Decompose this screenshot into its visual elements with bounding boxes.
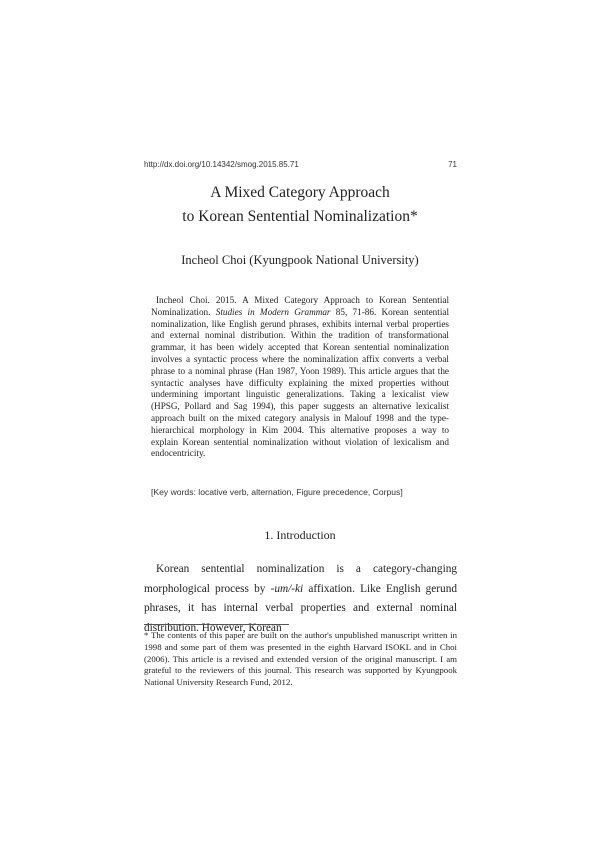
journal-name: Studies in Modern Grammar xyxy=(215,306,331,317)
footnote xyxy=(144,630,457,689)
abstract xyxy=(151,295,449,460)
title-line-1: A Mixed Category Approach xyxy=(210,184,390,201)
author-line: Incheol Choi (Kyungpook National University) xyxy=(181,253,419,267)
title-line-2: to Korean Sentential Nominalization* xyxy=(182,208,418,225)
footnote-text: * The contents of this paper are built on the author's unpublished manuscript written in 1998 and some part of them was presented in the eighth Harvard ISOKL and in Choi (2006). This article is a revised and extended version of the original manuscript. I am grateful to the reviewers of this journal. This research was supported by Kyungpook National University Research Fund, 2012. xyxy=(144,630,457,688)
body-paragraph xyxy=(144,560,457,638)
abstract-text: Korean sentential nominalization, like English gerund phrases, exhibits internal verbal properties and external nominal distribution. Within the tradition of transformational grammar, it has been widely accepted that Korean sentential nominalization involves a syntactic process where the nominalization affix converts a verbal phrase to a nominal phrase (Han 1987, Yoon 1989). This article argues that the syntactic analyses have difficulty explaining the mixed properties without undermining important linguistic generalizations. Taking a lexicalist view (HPSG, Pollard and Sag 1994), this paper suggests an alternative lexicalist approach built on the mixed category analysis in Malouf 1998 and the type-hierarchical morphology in Kim 2004. This alternative proposes a way to explain Korean sentential nominalization without violation of lexicalism and endocentricity. xyxy=(151,306,450,459)
body-text xyxy=(144,560,457,638)
abstract-paragraph xyxy=(151,295,449,460)
footnote-divider xyxy=(144,624,289,625)
section-heading: 1. Introduction xyxy=(264,528,336,542)
abstract-citation-tail: 85, 71-86. xyxy=(330,306,382,317)
affix-term: -um/-ki xyxy=(270,582,304,595)
doi-link[interactable]: http://dx.doi.org/10.14342/smog.2015.85.71 xyxy=(144,160,299,169)
body-lead: Korean sentential nominalization is a category-changing morphological process by xyxy=(144,563,457,595)
abstract-citation-lead: Incheol Choi. 2015. A Mixed Category Approach to Korean Sentential Nominalization. xyxy=(151,295,449,317)
body-tail: affixation. Like English gerund phrases, it has internal verbal properties and external nominal distribution. However, Korean xyxy=(144,582,457,634)
page-number: 71 xyxy=(448,160,457,169)
keywords: [Key words: locative verb, alternation, Figure precedence, Corpus] xyxy=(151,487,403,497)
paper-title xyxy=(100,181,500,229)
